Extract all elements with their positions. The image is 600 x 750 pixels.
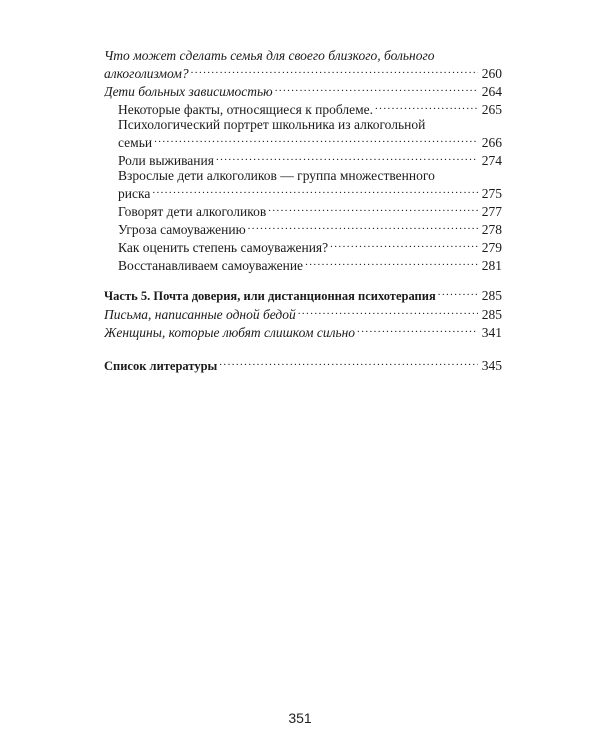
toc-page-number: 285 [481,288,502,303]
section-gap [104,273,502,285]
dot-leader [275,81,478,96]
toc-page-number: 264 [481,84,502,99]
toc-entry-title: Восстанавливаем самоуважение [118,258,304,273]
toc-entry-title: Дети больных зависимостью [104,84,273,99]
toc-page-number: 265 [481,102,502,117]
toc-page-number: 345 [481,358,502,373]
dot-leader [216,150,478,165]
toc-entry-children-speak [104,201,502,219]
toc-page-number: 277 [481,204,502,219]
toc-page-number: 275 [481,186,502,201]
toc-entry-facts [104,99,502,117]
toc-entry-title: Некоторые факты, относящиеся к проблеме. [118,102,374,117]
toc-entry-bibliography [104,355,502,374]
dot-leader [152,183,478,198]
toc-entry-title: Как оценить степень самоуважения? [118,240,329,255]
toc-page-number: 266 [481,135,502,150]
dot-leader [298,304,478,319]
toc-entry-women-who-love [104,322,502,340]
table-of-contents [104,48,502,374]
toc-entry-title: Роли выживания [118,153,214,168]
toc-entry-title: семьи [118,135,153,150]
page-number: 351 [288,710,312,726]
dot-leader [357,322,478,337]
dot-leader [154,132,478,147]
dot-leader [248,219,478,234]
dot-leader [219,355,478,370]
toc-page-number: 341 [481,325,502,340]
toc-entry-title: риска [118,186,151,201]
toc-page-number: 281 [481,258,502,273]
toc-entry-title: Часть 5. Почта доверия, или дистанционная психотерапия [104,289,436,303]
dot-leader [268,201,478,216]
toc-entry-self-esteem-restore [104,255,502,273]
toc-entry-title: Список литературы [104,359,218,373]
dot-leader [305,255,478,270]
toc-entry-self-esteem-threat [104,219,502,237]
toc-entry-title: Говорят дети алкоголиков [118,204,267,219]
toc-entry-title: Угроза самоуважению [118,222,246,237]
toc-entry-survival-roles [104,150,502,168]
toc-entry-first-line: Что может сделать семья для своего близкого, больного [104,48,435,63]
toc-page-number: 285 [481,307,502,322]
section-gap [104,340,502,355]
toc-entry-letters [104,304,502,322]
toc-page-number: 278 [481,222,502,237]
dot-leader [330,237,478,252]
toc-entry-first-line: Взрослые дети алкоголиков — группа множественного [118,168,435,183]
toc-entry-first-line: Психологический портрет школьника из алкогольной [118,117,426,132]
toc-entry-adult-children [104,168,502,201]
toc-page-number: 279 [481,240,502,255]
toc-entry-self-esteem-assess [104,237,502,255]
toc-entry-children-of-addicts [104,81,502,99]
dot-leader [375,99,478,114]
toc-page-number: 274 [481,153,502,168]
toc-entry-portrait [104,117,502,150]
toc-entry-title: Письма, написанные одной бедой [104,307,296,322]
dot-leader [191,63,478,78]
toc-entry-family-help [104,48,502,81]
toc-entry-title: алкоголизмом? [104,66,189,81]
toc-entry-part-5 [104,285,502,304]
toc-page-number: 260 [481,66,502,81]
dot-leader [438,285,478,300]
toc-entry-title: Женщины, которые любят слишком сильно [104,325,356,340]
